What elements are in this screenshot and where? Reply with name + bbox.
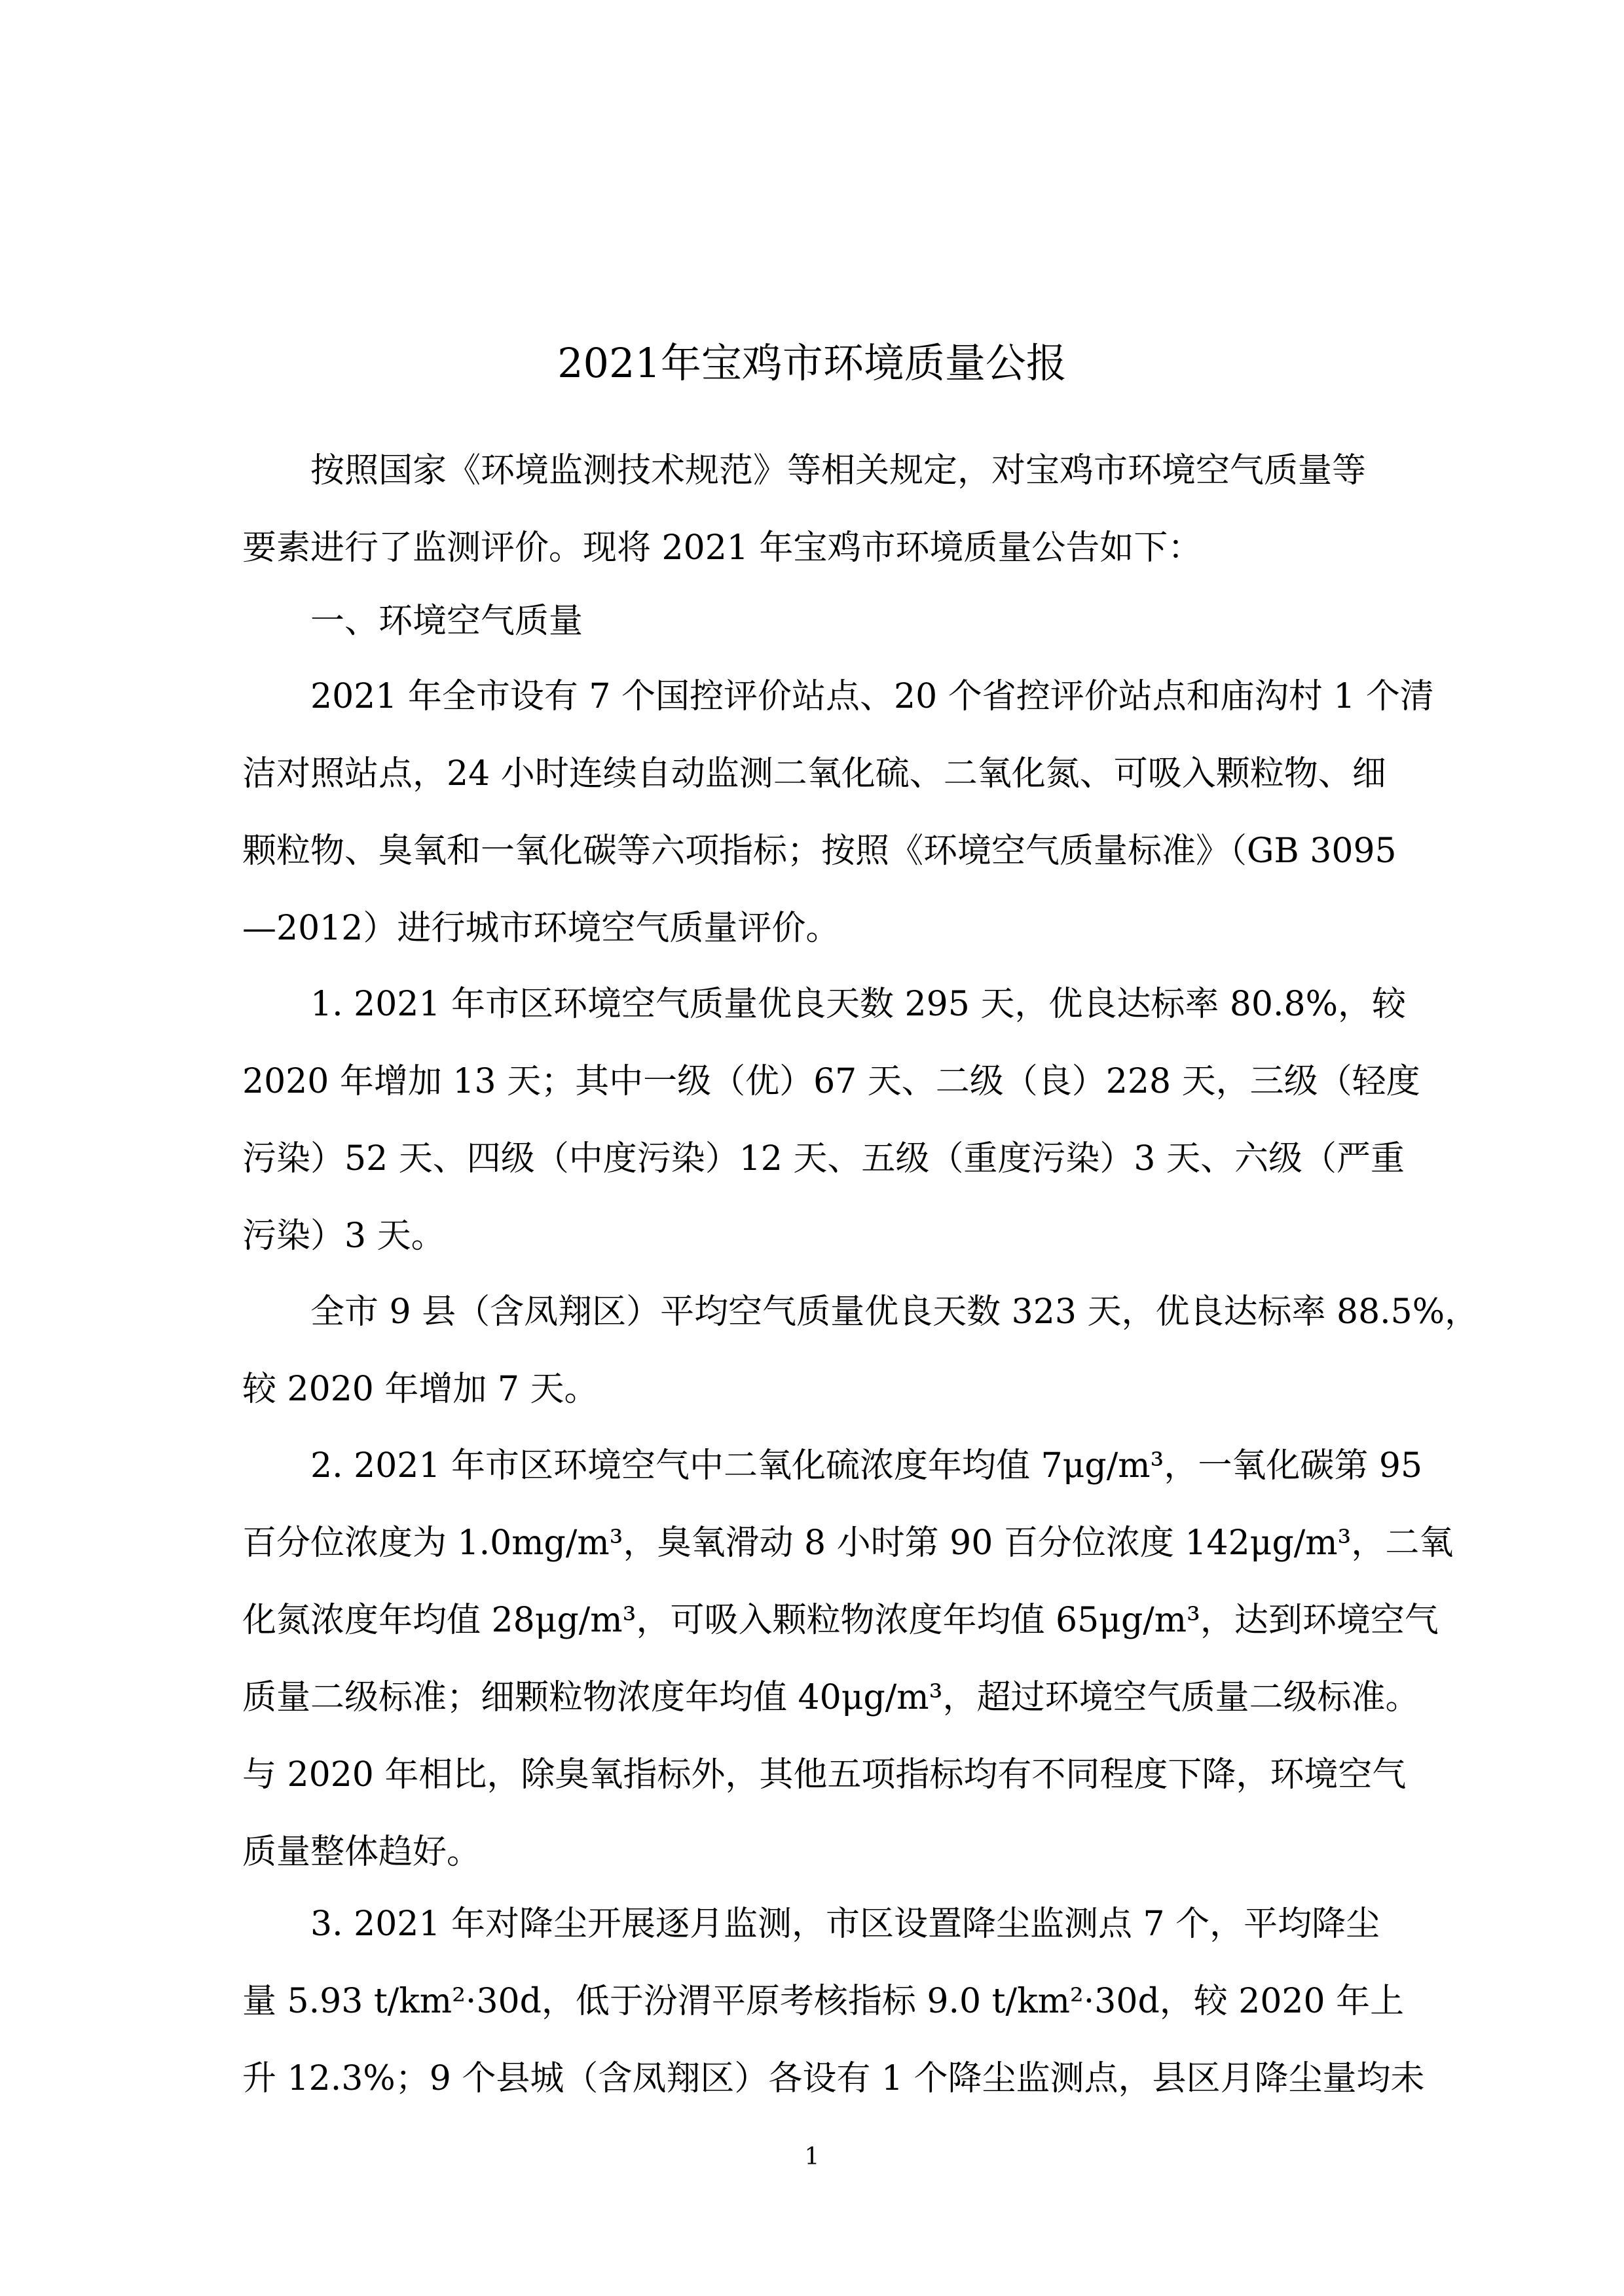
- counties-paragraph: [242, 1273, 1479, 1428]
- text-line: 质量整体趋好。: [242, 1832, 481, 1872]
- text-line: 化氮浓度年均值 28μg/m³，可吸入颗粒物浓度年均值 65μg/m³，达到环境空气: [242, 1601, 1439, 1640]
- text-line: 颗粒物、臭氧和一氧化碳等六项指标；按照《环境空气质量标准》（GB 3095: [242, 831, 1397, 871]
- item-2-paragraph: [242, 1427, 1458, 1891]
- intro-paragraph: [242, 432, 1458, 587]
- text-line: 污染）52 天、四级（中度污染）12 天、五级（重度污染）3 天、六级（严重: [242, 1139, 1405, 1178]
- text-line: 量 5.93 t/km²·30d，低于汾渭平原考核指标 9.0 t/km²·30d，较 2020 年上: [242, 1982, 1405, 2021]
- text-line: 2. 2021 年市区环境空气中二氧化硫浓度年均值 7μg/m³，一氧化碳第 95: [242, 1446, 1423, 1485]
- text-line: 2021 年全市设有 7 个国控评价站点、20 个省控评价站点和庙沟村 1 个清: [242, 677, 1434, 716]
- text-line: 2020 年增加 13 天；其中一级（优）67 天、二级（良）228 天，三级（轻度: [242, 1062, 1420, 1101]
- text-line: 质量二级标准；细颗粒物浓度年均值 40μg/m³，超过环境空气质量二级标准。: [242, 1678, 1420, 1717]
- text-line: 较 2020 年增加 7 天。: [242, 1370, 599, 1409]
- text-line: 洁对照站点，24 小时连续自动监测二氧化硫、二氧化氮、可吸入颗粒物、细: [242, 754, 1386, 793]
- text-line: 百分位浓度为 1.0mg/m³，臭氧滑动 8 小时第 90 百分位浓度 142μg/m³，二氧: [242, 1523, 1454, 1563]
- section-heading: [242, 583, 1458, 660]
- text-line: 污染）3 天。: [242, 1216, 445, 1256]
- page-number: 1: [804, 2143, 820, 2170]
- text-line: 按照国家《环境监测技术规范》等相关规定，对宝鸡市环境空气质量等: [242, 451, 1367, 490]
- stations-paragraph: [242, 658, 1458, 967]
- text-line: 与 2020 年相比，除臭氧指标外，其他五项指标均有不同程度下降，环境空气: [242, 1755, 1407, 1795]
- text-line: 升 12.3%；9 个县城（含凤翔区）各设有 1 个降尘监测点，县区月降尘量均未: [242, 2059, 1425, 2098]
- text-line: 要素进行了监测评价。现将 2021 年宝鸡市环境质量公告如下：: [242, 528, 1202, 568]
- text-line: 一、环境空气质量: [242, 602, 583, 641]
- text-line: —2012）进行城市环境空气质量评价。: [242, 909, 840, 948]
- item-3-paragraph: [242, 1886, 1458, 2117]
- text-line: 3. 2021 年对降尘开展逐月监测，市区设置降尘监测点 7 个，平均降尘: [242, 1904, 1380, 1944]
- document-title: 2021年宝鸡市环境质量公报: [557, 339, 1067, 387]
- text-line: 1. 2021 年市区环境空气质量优良天数 295 天，优良达标率 80.8%，较: [242, 985, 1407, 1024]
- item-1-paragraph: [242, 966, 1458, 1275]
- text-line: 全市 9 县（含凤翔区）平均空气质量优良天数 323 天，优良达标率 88.5%，: [242, 1292, 1479, 1332]
